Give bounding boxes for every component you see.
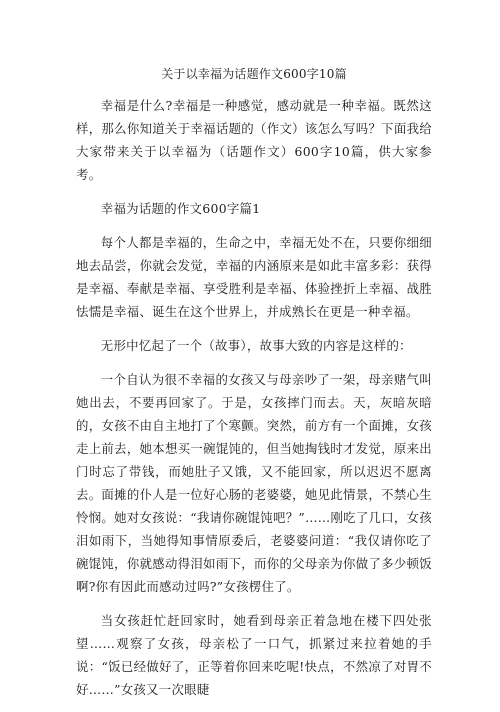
document-page	[76, 66, 432, 712]
body-paragraph: 每个人都是幸福的，生命之中，幸福无处不在，只要你细细地去品尝，你就会发觉，幸福的内涵原来是如此丰富多彩：获得是幸福、奉献是幸福、享受胜利是幸福、体验挫折上幸福、战胜怯懦是幸福、诞生在这个世界上，并成熟长在更是一种幸福。	[76, 235, 432, 319]
document-title: 关于以幸福为话题作文600字10篇	[161, 67, 347, 81]
body-paragraph: 无形中忆起了一个（故事），故事大致的内容是这样的：	[100, 338, 412, 353]
section-heading: 幸福为话题的作文600字篇1	[100, 201, 261, 216]
intro-paragraph: 幸福是什么?幸福是一种感觉，感动就是一种幸福。既然这样，那么你知道关于幸福话题的（作文）该怎么写吗？下面我给大家带来关于以幸福为（话题作文）600字10篇，供大家参考。	[76, 98, 432, 182]
body-paragraph: 当女孩赶忙赶回家时，她看到母亲正着急地在楼下四处张望……观察了女孩，母亲松了一口气，抓紧过来拉着她的手说：“饭已经做好了，正等着你回来吃呢!快点，不然凉了对胃不好……”女孩又一次眼睫	[76, 613, 432, 697]
body-paragraph: 一个自认为很不幸福的女孩又与母亲吵了一架，母亲赌气叫她出去，不要再回家了。于是，女孩摔门而去。天，灰暗灰暗的，女孩不由自主地打了个寒颤。突然，前方有一个面摊，女孩走上前去，她本想买一碗馄饨的，但当她掏钱时才发觉，原来出门时忘了带钱，而她肚子又饿，又不能回家，所以迟迟不愿离去。面摊的仆人是一位好心肠的老婆婆，她见此情景，不禁心生怜悯。她对女孩说：“我请你碗馄饨吧？”……刚吃了几口，女孩泪如雨下，当她得知事情原委后，老婆婆问道：“我仅请你吃了碗馄饨，你就感动得泪如雨下，而你的父母亲为你做了多少顿饭啊?你有因此而感动过吗?”女孩楞住了。	[76, 372, 432, 594]
